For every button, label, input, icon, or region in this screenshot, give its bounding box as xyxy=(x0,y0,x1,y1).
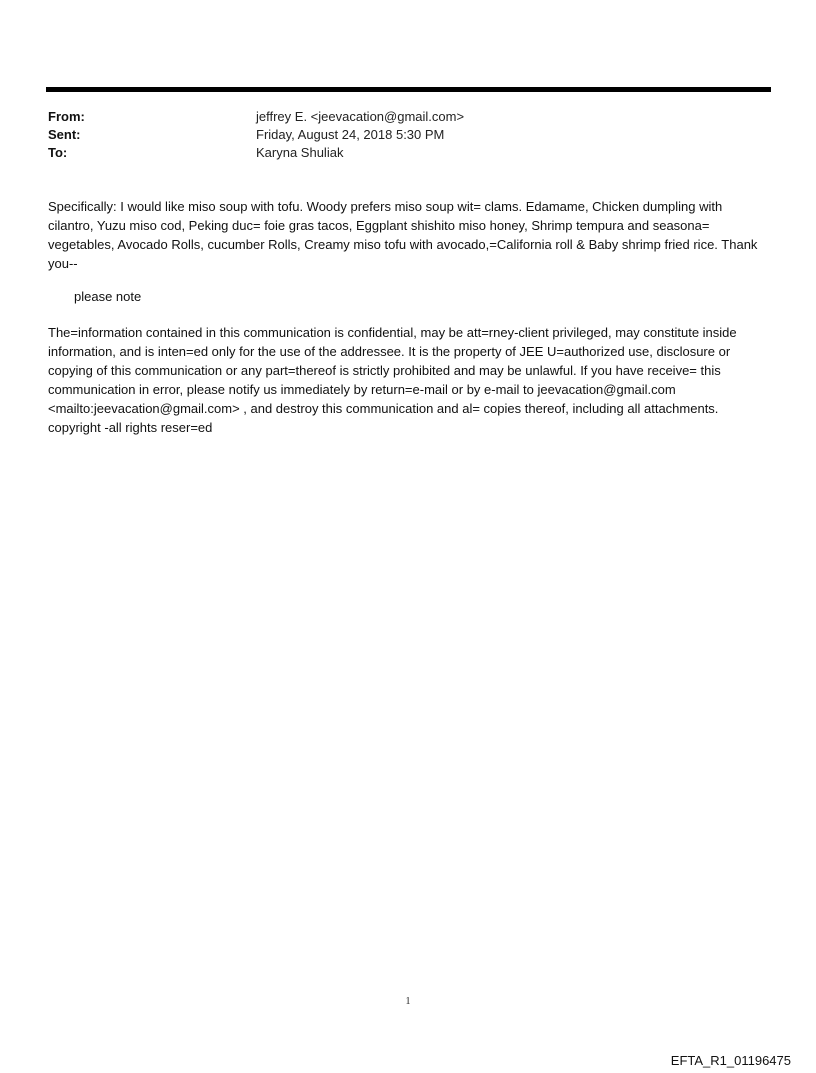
body-paragraph-disclaimer: The=information contained in this communication is confidential, may be att=rney-client privileged, may constitute inside information, and is inten=ed only for the use of the addressee. It is the property of JEE U=authorized use, disclosure or copying of this communication or any part=thereof is strictly prohibited and may be unlawful. If you have receive= this communication in error, please notify us immediately by return=e-mail or by e-mail to jeevacation@gmail.com <mailto:jeevacation@gmail.com> , and destroy this communication and al= copies thereof, including all attachments. copyright -all rights reser=ed xyxy=(48,325,737,435)
body-paragraph-order: Specifically: I would like miso soup with tofu. Woody prefers miso soup wit= clams. Edamame, Chicken dumpling with cilantro, Yuzu miso cod, Peking duc= foie gras tacos, Eggplant shishito miso honey, Shrimp tempura and seasona= vegetables, Avocado Rolls, cucumber Rolls, Creamy miso tofu with avocado,=California roll & Baby shrimp fried rice. Thank you-- xyxy=(48,199,758,271)
from-value: jeffrey E. <jeevacation@gmail.com> xyxy=(256,109,465,124)
email-header xyxy=(48,108,768,162)
from-row xyxy=(48,108,768,126)
from-label: From: xyxy=(48,109,85,124)
body-paragraph-note: please note xyxy=(74,289,142,304)
sent-value: Friday, August 24, 2018 5:30 PM xyxy=(256,127,445,142)
to-label: To: xyxy=(48,145,68,160)
page-number: 1 xyxy=(405,996,411,1007)
to-value: Karyna Shuliak xyxy=(256,145,344,160)
bates-number: EFTA_R1_01196475 xyxy=(670,1053,791,1068)
sent-label: Sent: xyxy=(48,127,81,142)
header-divider xyxy=(46,87,771,92)
sent-row xyxy=(48,126,768,144)
to-row xyxy=(48,144,768,162)
